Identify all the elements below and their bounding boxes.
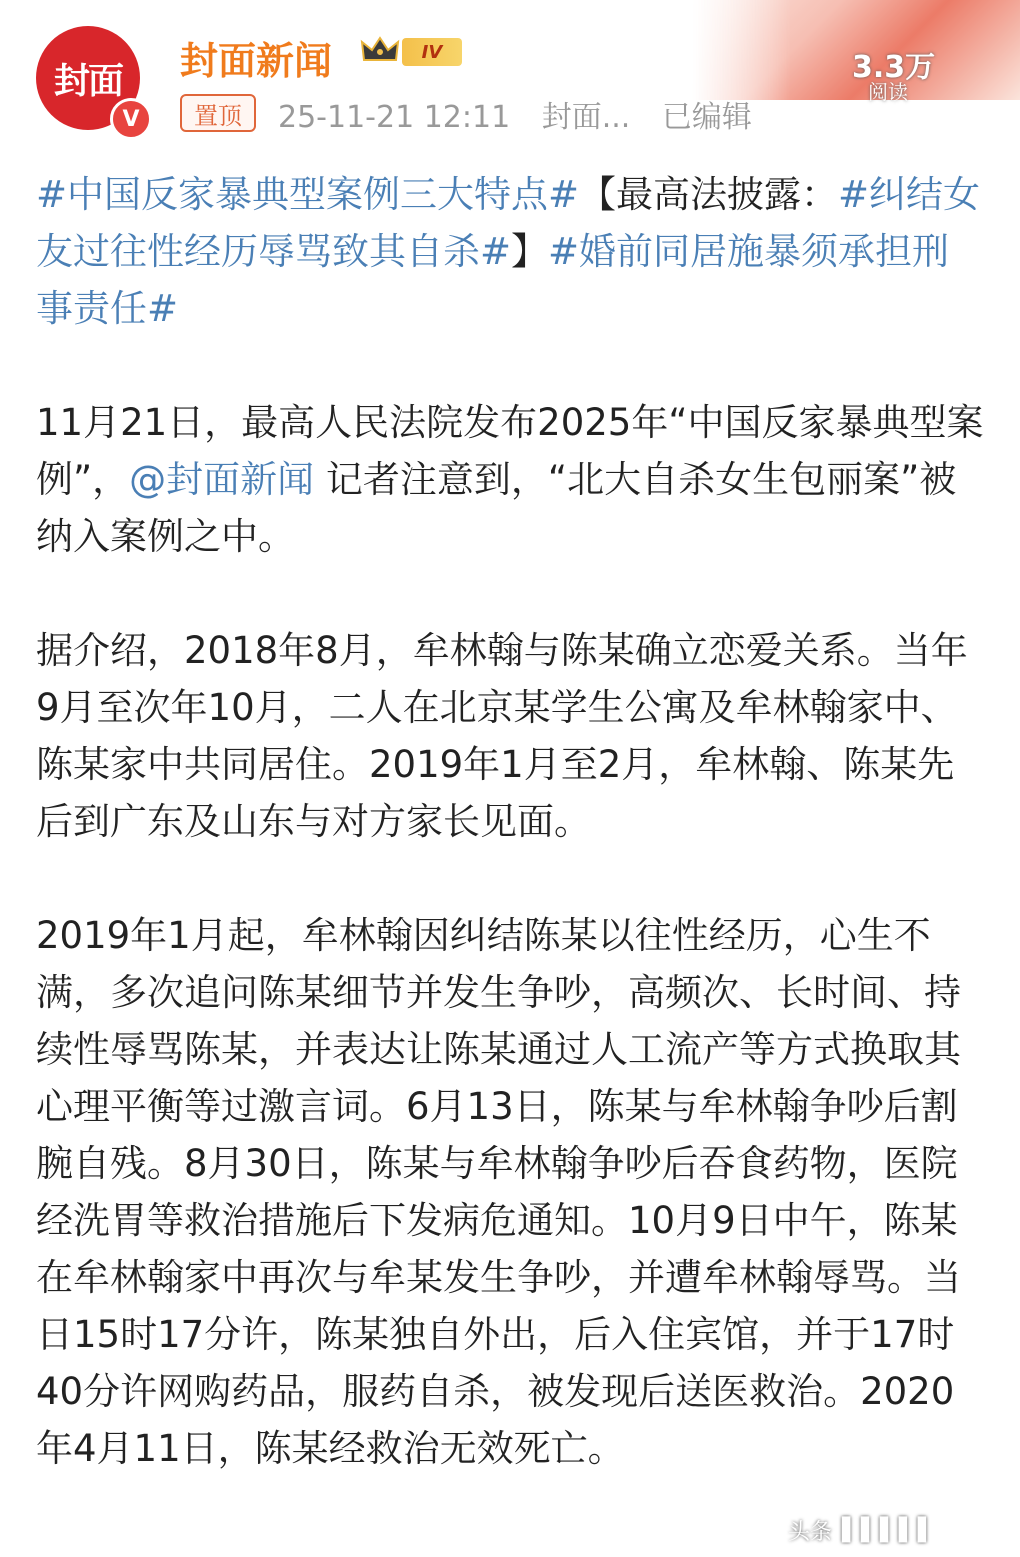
pinned-badge: 置顶 [180, 94, 256, 132]
hashtag-link[interactable]: #纠结女友过往性经历辱骂致其自杀# [36, 173, 981, 273]
watermark-text: 头条 [788, 1519, 833, 1545]
post-title-line [36, 166, 984, 337]
verified-badge-icon: V [110, 98, 152, 140]
post-source[interactable]: 封面... [541, 100, 631, 135]
read-count: 3.3万 [852, 50, 936, 85]
paragraph: 2019年1月起，牟林翰因纠结陈某以往性经历，心生不满，多次追问陈某细节并发生争吵，高频次、长时间、持续性辱骂陈某，并表达让陈某通过人工流产等方式换取其心理平衡等过激言词。6月13日，陈某与牟林翰争吵后割腕自残。8月30日，陈某与牟林翰争吵后吞食药物，医院经洗胃等救治措施后下发病危通知。10月9日中午，陈某在牟林翰家中再次与牟某发生争吵，并遭牟林翰辱骂。当日15时17分许，陈某独自外出，后入住宾馆，并于17时40分许网购药品，服药自杀，被发现后送医救治。2020年4月11日，陈某经救治无效死亡。 [36, 914, 961, 1470]
post-timestamp: 25-11-21 12:11 [278, 100, 511, 135]
paragraph: 据介绍，2018年8月，牟林翰与陈某确立恋爱关系。当年9月至次年10月，二人在北京某学生公寓及牟林翰家中、陈某家中共同居住。2019年1月至2月，牟林翰、陈某先后到广东及山东与对方家长见面。 [36, 629, 968, 843]
watermark [780, 1508, 949, 1552]
bracket-text: 【最高法披露： [579, 173, 839, 216]
paragraph-text: 11月21日，最高人民法院发布2025年“中国反家暴典型案例”， [36, 401, 984, 501]
bracket-text: 】 [511, 230, 549, 273]
mention-link[interactable]: @封面新闻 [129, 458, 315, 501]
avatar-text: 封面 [53, 59, 122, 102]
post-meta [278, 92, 774, 136]
hashtag-link[interactable]: #婚前同居施暴须承担刑事责任# [36, 230, 950, 330]
paragraph-text: 记者注意到，“北大自杀女生包丽案”被纳入案例之中。 [36, 458, 957, 558]
account-name[interactable]: 封面新闻 [180, 39, 333, 83]
post-header [0, 0, 1020, 160]
hashtag-link[interactable]: #中国反家暴典型案例三大特点# [36, 173, 580, 216]
crown-icon [360, 34, 400, 66]
read-count-label: 阅读 [868, 80, 908, 104]
post-body [36, 166, 984, 1534]
signal-bars-icon: ▌▌▌▌▌ [842, 1517, 937, 1543]
edited-label[interactable]: 已编辑 [661, 100, 752, 135]
paragraph [36, 394, 984, 565]
level-badge[interactable]: IV [402, 38, 462, 66]
